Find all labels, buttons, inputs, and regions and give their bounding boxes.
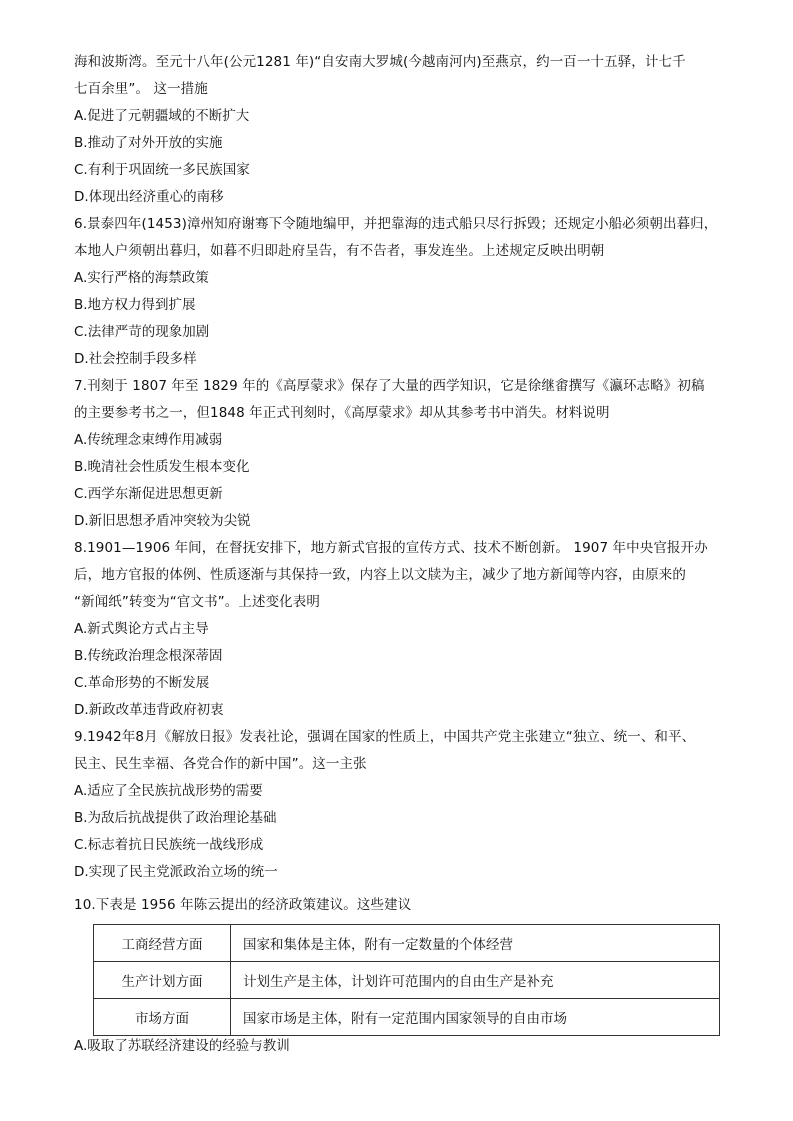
option-b: B.地方权力得到扩展 [74,297,196,313]
option-c: C.有利于巩固统一多民族国家 [74,162,250,178]
option-c: C.法律严苛的现象加剧 [74,324,210,340]
table-cell: 国家市场是主体，附有一定范围内国家领导的自由市场 [231,999,720,1036]
text-line: 民主、民生幸福、各党合作的新中国”。这一主张 [74,756,367,772]
table-row [94,925,720,962]
question-10: 10.下表是 1956 年陈云提出的经济政策建议。这些建议 [74,897,412,913]
option-a: A.适应了全民族抗战形势的需要 [74,783,263,799]
question-8: 8.1901—1906 年间，在督抚安排下，地方新式官报的宣传方式、技术不断创新。 1907 年中央官报开办 [74,540,708,556]
question-9: 9.1942年8月《解放日报》发表社论，强调在国家的性质上，中国共产党主张建立“独立、统一、和平、 [74,729,696,745]
option-a: A.传统理念束缚作用减弱 [74,432,223,448]
option-a: A.新式舆论方式占主导 [74,621,209,637]
option-c: C.革命形势的不断发展 [74,675,210,691]
option-c: C.标志着抗日民族统一战线形成 [74,837,264,853]
option-a: A.吸取了苏联经济建设的经验与教训 [74,1038,290,1054]
option-a: A.实行严格的海禁政策 [74,270,209,286]
option-b: B.推动了对外开放的实施 [74,135,223,151]
table-cell: 市场方面 [94,999,231,1036]
text-line: 本地人户须朝出暮归，如暮不归即赴府呈告，有不告者，事发连坐。上述规定反映出明朝 [74,243,605,259]
policy-table [93,924,720,1036]
option-b: B.为敌后抗战提供了政治理论基础 [74,810,277,826]
table-cell: 生产计划方面 [94,962,231,999]
option-b: B.传统政治理念根深蒂固 [74,648,223,664]
option-d: D.社会控制手段多样 [74,351,197,367]
option-a: A.促进了元朝疆域的不断扩大 [74,108,250,124]
option-d: D.新旧思想矛盾冲突较为尖锐 [74,513,251,529]
text-line: 七百余里”。 这一措施 [74,81,208,97]
text-line: 海和波斯湾。至元十八年(公元1281 年)“自安南大罗城(今越南河内)至燕京，约一百一十五驿，计七千 [74,54,686,70]
table-cell: 计划生产是主体，计划许可范围内的自由生产是补充 [231,962,720,999]
option-b: B.晚清社会性质发生根本变化 [74,459,250,475]
option-d: D.体现出经济重心的南移 [74,189,224,205]
option-d: D.新政改革违背政府初衷 [74,702,224,718]
text-line: “新闻纸”转变为“官文书”。上述变化表明 [74,594,320,610]
question-6: 6.景泰四年(1453)漳州知府谢骞下令随地编甲，并把靠海的违式船只尽行拆毁；还规定小船必须朝出暮归， [74,216,718,232]
table-cell: 工商经营方面 [94,925,231,962]
option-d: D.实现了民主党派政治立场的统一 [74,864,278,880]
text-line: 后，地方官报的体例、性质逐渐与其保持一致，内容上以文牍为主，减少了地方新闻等内容，由原来的 [74,567,686,583]
option-c: C.西学东渐促进思想更新 [74,486,223,502]
table-cell: 国家和集体是主体，附有一定数量的个体经营 [231,925,720,962]
table-row [94,962,720,999]
table-row [94,999,720,1036]
question-7: 7.刊刻于 1807 年至 1829 年的《高厚蒙求》保存了大量的西学知识，它是徐继畬撰写《瀛环志略》初稿 [74,378,705,394]
text-line: 的主要参考书之一，但1848 年正式刊刻时，《高厚蒙求》却从其参考书中消失。材料说明 [74,405,610,421]
